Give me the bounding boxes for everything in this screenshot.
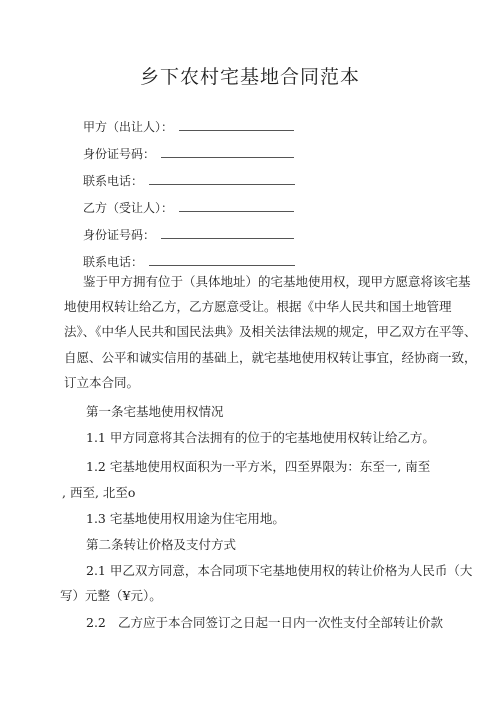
- clause-2-2: 乙方应于本合同签订之日起一日内一次性支付全部转让价款: [118, 615, 444, 630]
- clause-1-1: 1.1 甲方同意将其合法拥有的位于的宅基地使用权转让给乙方。: [86, 430, 435, 445]
- preamble-line: 地使用权转让给乙方，乙方愿意受让。根据《中华人民共和国土地管理: [64, 299, 452, 314]
- party-a-id-label: 身份证号码：: [83, 147, 156, 161]
- party-a-phone-blank[interactable]: [149, 172, 295, 185]
- preamble-line: 自愿、公平和诚实信用的基础上，就宅基地使用权转让事宜，经协商一致，: [64, 350, 477, 365]
- party-a-name-label: 甲方（出让人）：: [83, 120, 174, 134]
- party-b-name-field: [83, 199, 294, 217]
- clause-1-2-continued: , 西至, 北至o: [62, 485, 136, 500]
- clause-2-2-number: 2.2: [86, 615, 106, 630]
- preamble-line: 法》、《中华人民共和国民法典》及相关法律法规的规定，甲乙双方在平等、: [64, 324, 477, 339]
- party-b-phone-field: [83, 253, 295, 271]
- party-a-phone-field: [83, 172, 295, 190]
- clause-2-1-continued: 写）元整（¥元）。: [60, 588, 162, 603]
- preamble-line: 订立本合同。: [64, 375, 140, 390]
- party-a-id-field: [83, 145, 294, 163]
- document-title: 乡下农村宅基地合同范本: [139, 66, 360, 88]
- party-b-id-label: 身份证号码：: [83, 228, 156, 242]
- party-b-name-label: 乙方（受让人）：: [83, 201, 174, 215]
- party-a-name-blank[interactable]: [179, 118, 294, 131]
- clause-2-1: 2.1 甲乙双方同意，本合同项下宅基地使用权的转让价格为人民币（大: [86, 563, 473, 578]
- party-b-phone-label: 联系电话：: [83, 255, 144, 269]
- clause-1-3: 1.3 宅基地使用权用途为住宅用地。: [86, 511, 285, 526]
- party-b-phone-blank[interactable]: [149, 253, 295, 266]
- article-2-title: 第二条转让价格及支付方式: [86, 537, 237, 552]
- party-b-id-field: [83, 226, 294, 244]
- party-a-phone-label: 联系电话：: [83, 174, 144, 188]
- party-b-id-blank[interactable]: [161, 226, 294, 239]
- party-a-name-field: [83, 118, 294, 136]
- clause-1-2: 1.2 宅基地使用权面积为一平方米，四至界限为：东至一, 南至: [86, 459, 431, 474]
- party-b-name-blank[interactable]: [179, 199, 294, 212]
- party-a-id-blank[interactable]: [161, 145, 294, 158]
- preamble-line: 鉴于甲方拥有位于（具体地址）的宅基地使用权，现甲方愿意将该宅基: [83, 274, 471, 289]
- article-1-title: 第一条宅基地使用权情况: [86, 404, 224, 419]
